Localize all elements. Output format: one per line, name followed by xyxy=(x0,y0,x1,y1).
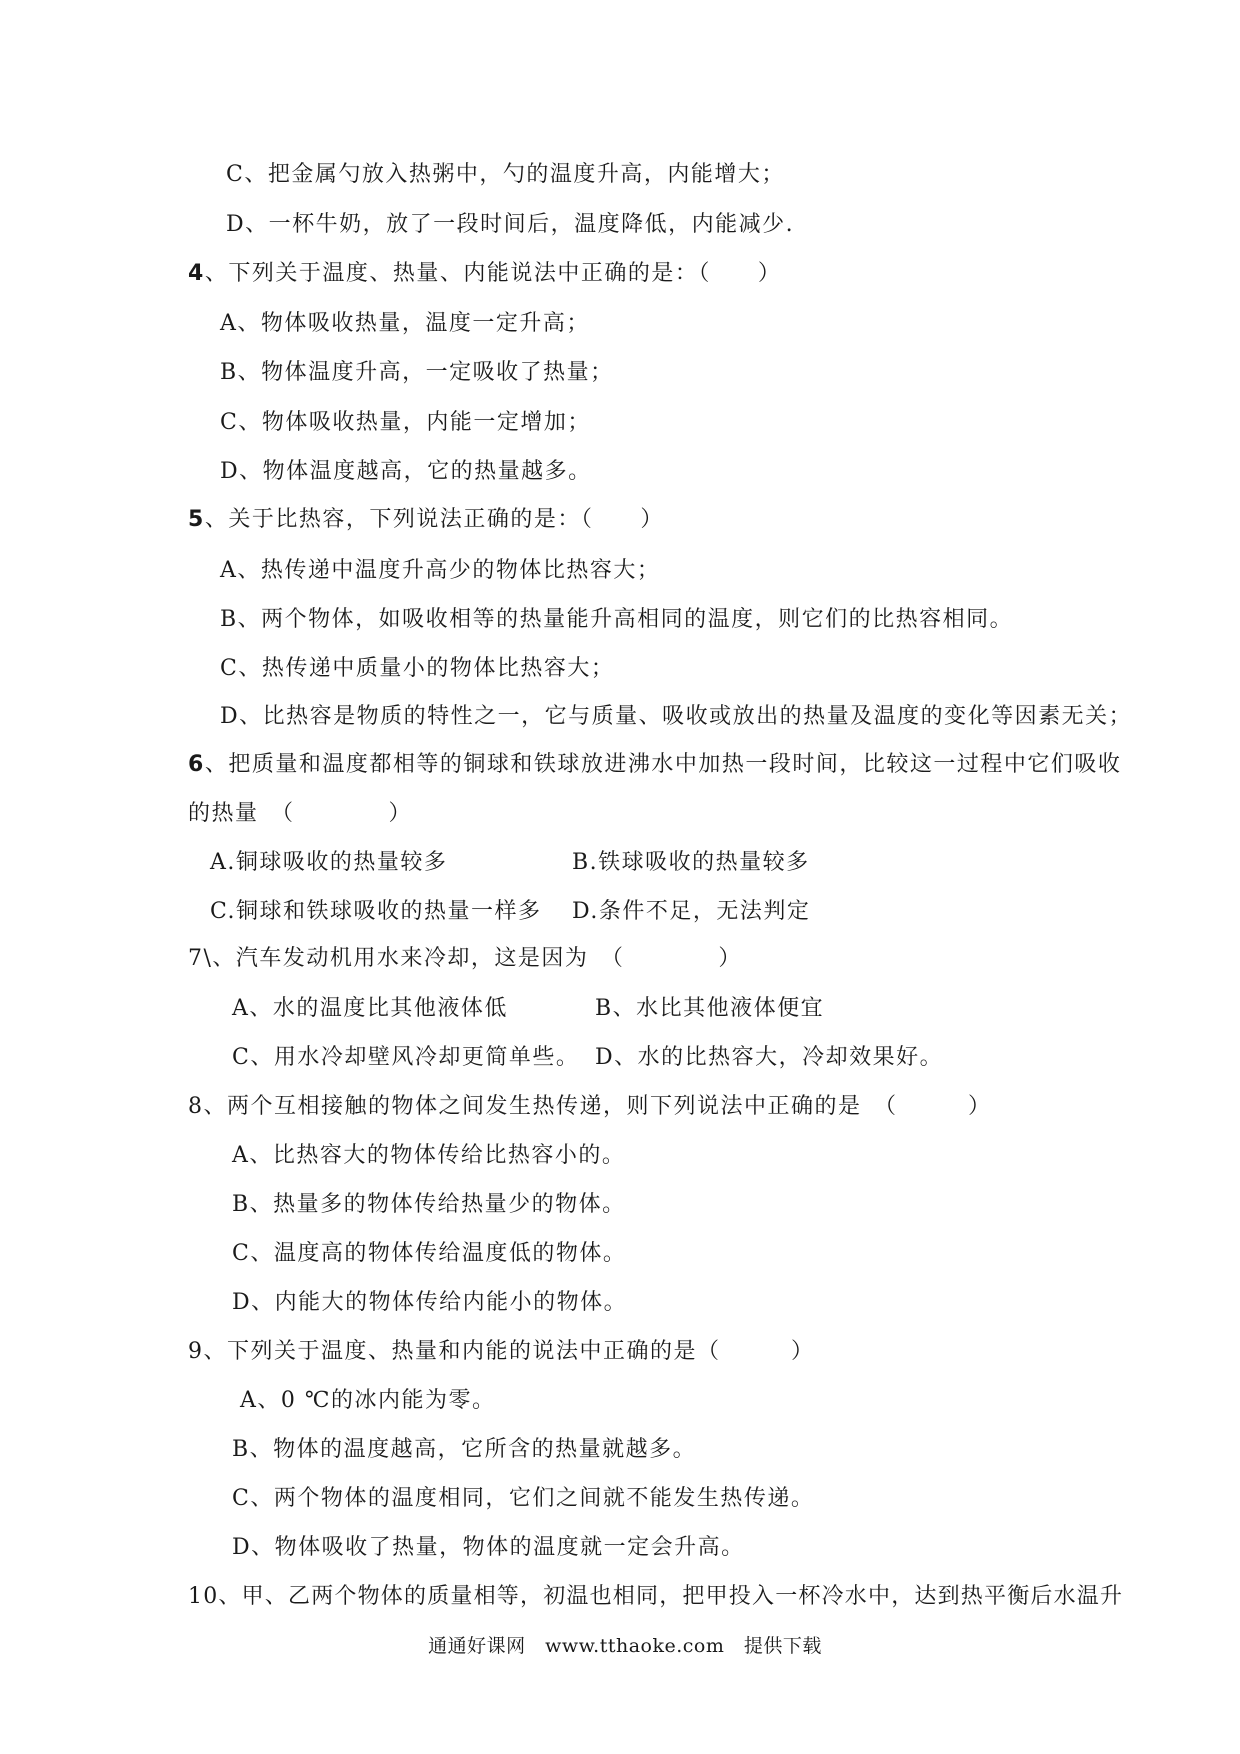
q5-stem xyxy=(188,505,664,535)
q4-stem-text: 、下列关于温度、热量、内能说法中正确的是：（ ） xyxy=(204,261,782,286)
q5-stem-text: 、关于比热容，下列说法正确的是：（ ） xyxy=(204,507,664,532)
q6-number: 6 xyxy=(188,752,205,777)
q9-option-d: D、物体吸收了热量，物体的温度就一定会升高。 xyxy=(232,1535,745,1560)
q6-option-d: D.条件不足，无法判定 xyxy=(572,899,811,924)
q6-stem-line2: 的热量 （ ） xyxy=(188,801,413,826)
q8-option-b: B、热量多的物体传给热量少的物体。 xyxy=(232,1192,626,1217)
q7-stem: 7\、汽车发动机用水来冷却，这是因为 （ ） xyxy=(188,946,742,971)
q5-option-a: A、热传递中温度升高少的物体比热容大； xyxy=(220,558,661,583)
q4-number: 4 xyxy=(188,261,205,286)
q5-option-c: C、热传递中质量小的物体比热容大； xyxy=(220,656,615,681)
q8-option-a: A、比热容大的物体传给比热容小的。 xyxy=(232,1143,626,1168)
q8-option-c: C、温度高的物体传给温度低的物体。 xyxy=(232,1241,627,1266)
q7-option-d: D、水的比热容大，冷却效果好。 xyxy=(595,1045,944,1070)
q4-option-b: B、物体温度升高，一定吸收了热量； xyxy=(220,360,614,385)
q5-option-d: D、比热容是物质的特性之一，它与质量、吸收或放出的热量及温度的变化等因素无关； xyxy=(220,704,1133,729)
q9-option-a: A、0 ℃的冰内能为零。 xyxy=(240,1388,496,1413)
q7-option-a: A、水的温度比其他液体低 xyxy=(232,996,508,1021)
q4-stem xyxy=(188,259,781,289)
q5-option-b: B、两个物体，如吸收相等的热量能升高相同的温度，则它们的比热容相同。 xyxy=(220,607,1014,632)
q7-option-b: B、水比其他液体便宜 xyxy=(595,996,825,1021)
q4-option-a: A、物体吸收热量，温度一定升高； xyxy=(220,311,590,336)
q6-stem-text: 、把质量和温度都相等的铜球和铁球放进沸水中加热一段时间，比较这一过程中它们吸收 xyxy=(204,752,1122,777)
q5-number: 5 xyxy=(188,507,205,532)
q10-stem: 10、甲、乙两个物体的质量相等，初温也相同，把甲投入一杯冷水中，达到热平衡后水温升 xyxy=(188,1584,1124,1609)
q3-option-d: D、一杯牛奶，放了一段时间后，温度降低，内能减少. xyxy=(226,212,795,237)
q4-option-d: D、物体温度越高，它的热量越多。 xyxy=(220,459,592,484)
q9-option-c: C、两个物体的温度相同，它们之间就不能发生热传递。 xyxy=(232,1486,815,1511)
q4-option-c: C、物体吸收热量，内能一定增加； xyxy=(220,410,591,435)
q6-option-a: A.铜球吸收的热量较多 xyxy=(210,850,448,875)
q3-option-c: C、把金属勺放入热粥中，勺的温度升高，内能增大； xyxy=(226,162,785,187)
q8-stem: 8、两个互相接触的物体之间发生热传递，则下列说法中正确的是 （ ） xyxy=(188,1094,992,1119)
q6-stem-line1 xyxy=(188,750,1121,780)
q6-option-b: B.铁球吸收的热量较多 xyxy=(572,850,810,875)
q8-option-d: D、内能大的物体传给内能小的物体。 xyxy=(232,1290,628,1315)
q6-option-c: C.铜球和铁球吸收的热量一样多 xyxy=(210,899,542,924)
q7-option-c: C、用水冷却壁风冷却更简单些。 xyxy=(232,1045,580,1070)
q9-option-b: B、物体的温度越高，它所含的热量就越多。 xyxy=(232,1437,697,1462)
page-footer: 通通好课网 www.tthaoke.com 提供下载 xyxy=(428,1635,822,1657)
q9-stem: 9、下列关于温度、热量和内能的说法中正确的是（ ） xyxy=(188,1339,815,1364)
